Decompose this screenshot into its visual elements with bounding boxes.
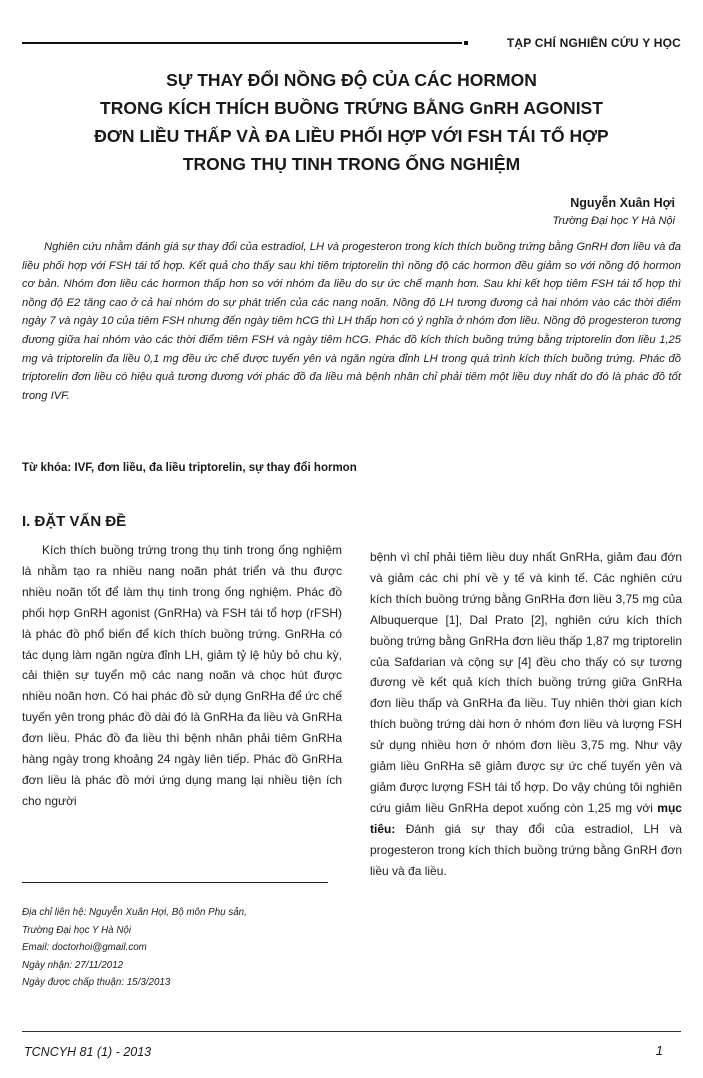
title-line: SỰ THAY ĐỔI NỒNG ĐỘ CỦA CÁC HORMON [166,70,537,90]
footnotes [22,904,352,992]
article-title [40,66,663,178]
footnote-line: Email: doctorhoi@gmail.com [22,942,147,953]
title-line: TRONG THỤ TINH TRONG ỐNG NGHIỆM [182,154,521,174]
footnote-line: Ngày nhận: 27/11/2012 [22,959,124,971]
page-number: 1 [655,1043,663,1058]
body-left-column: Kích thích buồng trứng trong thụ tinh trong ống nghiệm là nhằm tạo ra nhiều nang noãn phát triển và thu được nhiều noãn tốt để làm thụ tinh trong ống nghiệm. Phác đồ phối hợp GnRH agonist (GnRHa) và FSH tái tổ hợp (rFSH) là phác đồ phổ biến để kích thích buồng trứng. GnRHa có tác dụng làm ngăn ngừa đỉnh LH, giảm tỷ lệ hủy bỏ chu kỳ, cải thiện sự tuyển mộ các nang noãn và chọc hút được nhiều noãn hơn. Có hai phác đồ sử dụng GnRHa để ức chế tuyến yên trong phác đồ dài đó là GnRHa đa liều và GnRHa đơn liều. Phác đồ đa liều thì bệnh nhân phải tiêm GnRHa hàng ngày trong khoảng 24 ngày liên tiếp. Phác đồ GnRHa đơn liều là phác đồ mới ứng dụng mang lại nhiều tiện ích cho người [22,543,342,808]
keywords: Từ khóa: IVF, đơn liều, đa liều triptorelin, sự thay đổi hormon [22,462,357,474]
footnote-line: Địa chỉ liên hệ: Nguyễn Xuân Hợi, Bộ môn Phụ sản, [22,907,247,918]
journal-name: TẠP CHÍ NGHIÊN CỨU Y HỌC [506,36,681,50]
journal-header [22,36,681,50]
footnote-rule [22,882,328,883]
footnote-line: Ngày được chấp thuận: 15/3/2013 [22,977,171,988]
objective-text: Đánh giá sự thay đổi của estradiol, LH và progesteron trong kích thích buồng trứng bằng GnRH đơn liều và đa liều. [370,821,682,878]
objective-label: mục tiêu: [370,800,682,836]
author-affiliation: Trường Đại học Y Hà Nội [552,215,675,227]
header-rule [22,42,462,44]
author-name: Nguyễn Xuân Hợi [570,196,675,210]
body-right-column [370,547,682,882]
section-heading: I. ĐẶT VẤN ĐỀ [22,513,127,530]
footnote-line: Trường Đại học Y Hà Nội [22,924,132,936]
journal-issue: TCNCYH 81 (1) - 2013 [24,1045,152,1059]
abstract: Nghiên cứu nhằm đánh giá sự thay đổi của estradiol, LH và progesteron trong kích thích buồng trứng bằng GnRH đơn liều và đa liều phối hợp với FSH tái tổ hợp. Kết quả cho thấy sau khi tiêm triptorelin thì nồng độ các hormon đều giảm so với nồng độ hormon cơ bản. Nhóm đơn liều các hormon thấp hơn so với nhóm đa liều do sự ức chế mạnh hơn. Sau khi kết hợp tiêm FSH tái tổ hợp thì nồng độ E2 tăng cao ở cả hai nhóm do sự phát triển của các nang noãn. Nồng độ LH tương đương cả hai nhóm vào các thời điểm ngày 7 và ngày 10 của tiêm FSH nhưng đến ngày tiêm hCG thì LH thấp hơn có ý nghĩa ở nhóm đơn liều. Nồng độ progesteron tương đương giữa hai nhóm vào các thời điểm tiêm FSH và ngày tiêm hCG. Phác đồ kích thích buồng trứng bằng triptorelin đơn liều 1,25 mg và triptorelin đa liều 0,1 mg đều ức chế được tuyến yên và ngăn ngừa đỉnh LH trong quá trình kích thích buồng trứng. Phác đồ triptorelin đơn liều có hiệu quả tương đương với phác đồ đa liều mà bệnh nhân chỉ phải tiêm một liều duy nhất do đó là phác đồ tốt trong IVF. [22,241,681,402]
right-column-text: bệnh vì chỉ phải tiêm liều duy nhất GnRHa, giảm đau đớn và giảm các chi phí về y tế và kinh tế. Các nghiên cứu kích thích buồng trứng bằng GnRHa đơn liều 3,75 mg của Albuquerque [1], Dal Prato [2], nghiên cứu kích thích buồng trứng bằng GnRHa đơn liều thấp 1,87 mg triptorelin của Safdarian và cộng sự [4] đều cho thấy có sự tương đương về kết quả kích thích buồng trứng giữa GnRHa đơn liều thấp và GnRHa đa liều. Tuy nhiên thời gian kích thích buồng trứng dài hơn ở nhóm đơn liều và lượng FSH sử dụng nhiều hơn ở nhóm đơn liều 3,75 mg. Như vậy giảm liều GnRHa sẽ giảm được sự ức chế tuyến yên và giảm được lượng FSH tái tổ hợp. Do vậy chúng tôi nghiên cứu giảm liều GnRHa depot xuống còn 1,25 mg với [370,550,682,815]
title-line: TRONG KÍCH THÍCH BUỒNG TRỨNG BẰNG GnRH AGONIST [100,98,603,118]
title-line: ĐƠN LIỀU THẤP VÀ ĐA LIỀU PHỐI HỢP VỚI FSH TÁI TỔ HỢP [94,126,609,146]
footer-rule [22,1031,681,1032]
